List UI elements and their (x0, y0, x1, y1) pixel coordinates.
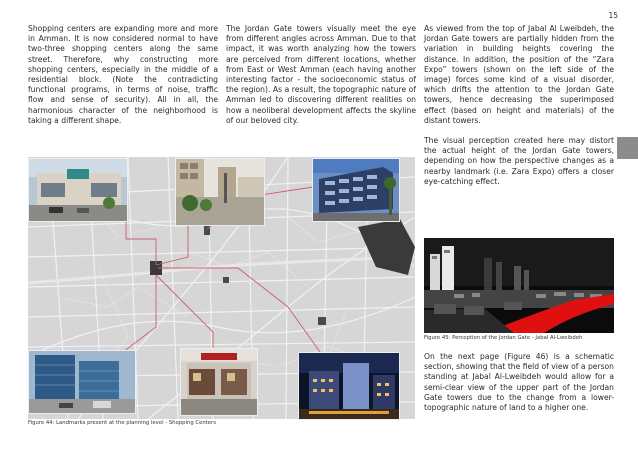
column1-paragraph: Shopping centers are expanding more and more in Amman. It is now considered normal to have two-three shopping centers along the same street. Therefore, why constructing more shopping centers, especially in the middle of a residential block. (Note the contradicting functional programs, in terms of noise, traffic flow and sense of security). All in all, the harmonious character of the neighborhood is taking a different shape. (28, 24, 218, 125)
photo-glass-mall (28, 350, 136, 414)
column2-paragraph: The Jordan Gate towers visually meet the eye from different angles across Amman. Due to that impact, it was worth analyzing how the towers are perceived from different locations, whether from East or West Amman (each having another interesting factor - the socioeconomic status of the region). As a result, the topographic nature of Amman led to discovering different realities on how a neoliberal development affects the skyline of our beloved city. (226, 24, 416, 125)
page-side-tab (617, 137, 638, 159)
column3-paragraph-2: The visual perception created here may distort the actual height of the Jordan Gate towers, depending on how the perspective changes as a nearby landmark (i.e. Zara Expo) offers a closer eye-catching effect. (424, 136, 614, 186)
column3-paragraph-3: On the next page (Figure 46) is a schematic section, showing that the field of view of a person standing at Jabal Al-Lweibdeh would allow for a semi-clear view of the upper part of the Jordan Gate towers due to the change from a lower-topographic nature of land to a higher one. (424, 352, 614, 413)
photo-modern-building (312, 158, 400, 222)
photo-safeway-store (180, 348, 258, 416)
text-column-2 (226, 24, 416, 126)
photo-night-mall (298, 352, 400, 420)
text-column-3-bottom (424, 352, 614, 413)
figure-45-caption: Figure 45: Perception of the Jordan Gate - Jabal Al-Lweibdeh (424, 335, 583, 341)
text-column-3 (424, 24, 614, 187)
text-column-1 (28, 24, 218, 126)
page-number: 15 (608, 11, 618, 20)
jordan-gate-perception-photo (424, 238, 614, 333)
column3-paragraph-1: As viewed from the top of Jabal Al Lweibdeh, the Jordan Gate towers are partially hidden from the variation in building heights covering the distance. In addition, the position of the “Zara Expo” towers (shown on the left side of the image) forces some kind of a visual disorder, which drifts the attention to the Jordan Gate towers, hence decreasing the superimposed effect (based on height and materials) of the distant towers. (424, 24, 614, 125)
figure-44-caption: Figure 44: Landmarks present at the planning level - Shopping Centers (28, 420, 216, 426)
photo-street-building (175, 158, 265, 226)
photo-shopping-center-1 (28, 158, 128, 222)
